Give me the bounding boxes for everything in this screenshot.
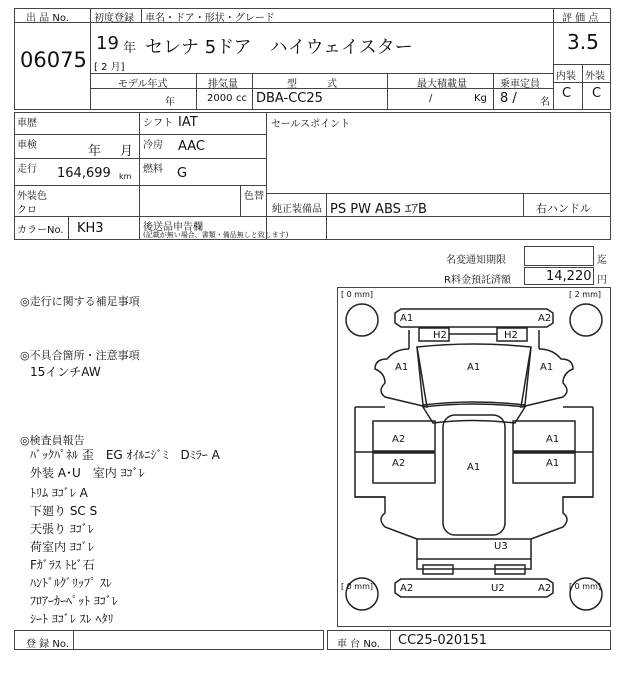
front-bumper [395, 309, 553, 327]
displacement-unit: cc [236, 93, 247, 104]
report-line: ﾄﾘﾑ ﾖｺﾞﾚ A [30, 486, 88, 500]
right-front-door [513, 421, 575, 451]
name-change-box [524, 246, 594, 266]
model-year-unit: 年 [165, 97, 175, 108]
mark-hood: A1 [467, 362, 481, 373]
mileage-unit: km [119, 172, 132, 181]
chassis-number: CC25-020151 [398, 633, 488, 648]
history-label: 車歴 [17, 118, 37, 129]
roof [443, 415, 505, 535]
tire-front-right [570, 304, 602, 336]
report-line: 天張り ﾖｺﾞﾚ [30, 522, 94, 536]
exterior-color: クロ [17, 205, 37, 216]
front-fender-left [375, 347, 427, 407]
sales-points-label: セールスポイント [271, 119, 351, 130]
report-line: Fｶﾞﾗｽ ﾄﾋﾞ石 [30, 558, 95, 572]
ac: AAC [178, 139, 205, 154]
color-number-label: カラーNo. [17, 225, 64, 236]
rear-hatch [417, 539, 531, 559]
tire-front-left-depth: [ 0 mm] [341, 290, 374, 299]
report-line: ﾊﾞｯｸﾊﾟﾈﾙ 歪 EG ｵｲﾙﾆｼﾞﾐ Dﾐﾗｰ A [30, 448, 220, 462]
mark-front-bumper-right: A2 [538, 313, 552, 324]
report-line: ﾌﾛｱｰｶｰﾍﾟｯﾄ ﾖｺﾞﾚ [30, 594, 118, 608]
tire-rear-left-depth: [ 0 mm] [341, 582, 374, 591]
inspection-label: 車検 [17, 140, 37, 151]
displacement: 2000 [207, 93, 233, 104]
report-line: ﾊﾝﾄﾞﾙｸﾞﾘｯﾌﾟ ｽﾚ [30, 576, 112, 590]
registration-year: 19 [96, 33, 119, 54]
rear-panel [417, 559, 531, 569]
fuel: G [177, 166, 188, 181]
inspection-month: 月 [120, 144, 134, 159]
model-code-label: 型 式 [287, 79, 337, 90]
tire-front-left [346, 304, 378, 336]
mark-right-front-door: A1 [546, 434, 560, 445]
exterior-grade-label: 外装 [585, 71, 605, 82]
interior-grade: C [562, 86, 572, 101]
documents-note: (記載が無い場合、書類・備品無しと致します) [143, 231, 289, 239]
inspector-report-title: ◎検査員報告 [20, 434, 85, 447]
registration-month: [ 2 月] [94, 62, 125, 73]
mark-rear-panel: U3 [494, 541, 508, 552]
interior-grade-label: 内装 [556, 71, 576, 82]
exterior-grade: C [592, 86, 602, 101]
lot-number-label: 出 品 No. [26, 13, 69, 24]
inspection-year: 年 [88, 144, 102, 159]
score-label: 評 価 点 [562, 13, 599, 24]
ac-label: 冷房 [143, 140, 163, 151]
capacity-label: 乗車定員 [500, 79, 540, 90]
model-code: DBA-CC25 [256, 91, 323, 106]
tire-rear-right-depth: [ 0 mm] [569, 582, 602, 591]
capacity-unit: 名 [540, 97, 550, 108]
hood [417, 344, 531, 405]
report-line: 下廻り SC S [30, 504, 98, 518]
rear-quarter-left [355, 497, 417, 539]
right-rear-door [513, 453, 575, 483]
name-change-unit: 迄 [597, 255, 607, 266]
mark-left-rear-door: A2 [392, 458, 406, 469]
defects-title: ◎不具合箇所・注意事項 [20, 349, 140, 362]
mileage-label: 走行 [17, 164, 37, 175]
car-outline [337, 287, 611, 627]
recolor-label: 色替 [244, 191, 264, 202]
mark-rear-bumper-center: U2 [491, 583, 505, 594]
first-registration-label: 初度登録 [94, 13, 134, 24]
documents-label: 後送品申告欄 [143, 222, 203, 233]
displacement-label: 排気量 [208, 79, 238, 90]
mark-left-front-door: A2 [392, 434, 406, 445]
mark-front-fender-right: A1 [540, 362, 554, 373]
mark-front-fender-left: A1 [395, 362, 409, 373]
mileage: 164,699 [57, 166, 111, 181]
chassis-number-label: 車 台 No. [337, 639, 380, 650]
equipment-label: 純正装備品 [272, 204, 322, 215]
recycle-amount: 14,220 [546, 269, 592, 284]
capacity: 8 / [500, 91, 517, 106]
lot-number: 06075 [20, 48, 87, 72]
exterior-color-label: 外装色 [17, 191, 47, 202]
registration-year-unit: 年 [123, 41, 137, 56]
mark-rear-bumper-left: A2 [400, 583, 414, 594]
registration-number-label: 登 録 No. [26, 639, 69, 650]
recycle-label: R料金預託済額 [444, 275, 511, 286]
mark-rear-bumper-right: A2 [538, 583, 552, 594]
fuel-label: 燃料 [143, 164, 163, 175]
rear-quarter-right [531, 497, 593, 539]
report-line: ｼｰﾄ ﾖｺﾞﾚ ｽﾚ ﾍﾀﾘ [30, 612, 114, 626]
color-number: KH3 [77, 221, 104, 236]
mark-roof: A1 [467, 462, 481, 473]
defect-item: 15インチAW [30, 365, 101, 379]
name-change-label: 名変通知期限 [446, 255, 506, 266]
driving-remarks-title: ◎走行に関する補足事項 [20, 295, 140, 308]
shift: IAT [178, 115, 198, 130]
tire-front-right-depth: [ 2 mm] [569, 290, 602, 299]
score: 3.5 [567, 30, 599, 54]
mark-right-rear-door: A1 [546, 458, 560, 469]
front-fender-right [521, 347, 573, 407]
equipment: PS PW ABS ｴｱB [330, 202, 427, 217]
mark-headlight-left: H2 [433, 330, 447, 341]
vehicle-label: 車名・ドア・形状・グレード [145, 13, 275, 24]
windshield [423, 404, 525, 423]
vehicle-name: セレナ 5ドア ハイウェイスター [145, 37, 413, 58]
max-load-slash: / [429, 93, 433, 104]
shift-label: シフト [143, 118, 173, 129]
rear-bumper [395, 579, 553, 597]
mark-front-bumper-left: A1 [400, 313, 414, 324]
max-load-unit: Kg [474, 93, 487, 104]
max-load-label: 最大積載量 [417, 79, 467, 90]
mark-headlight-right: H2 [504, 330, 518, 341]
steering: 右ハンドル [536, 202, 591, 215]
recycle-unit: 円 [597, 275, 607, 286]
report-line: 荷室内 ﾖｺﾞﾚ [30, 540, 94, 554]
report-line: 外装 A･U 室内 ﾖｺﾞﾚ [30, 466, 145, 480]
model-year-label: モデル年式 [118, 79, 168, 90]
